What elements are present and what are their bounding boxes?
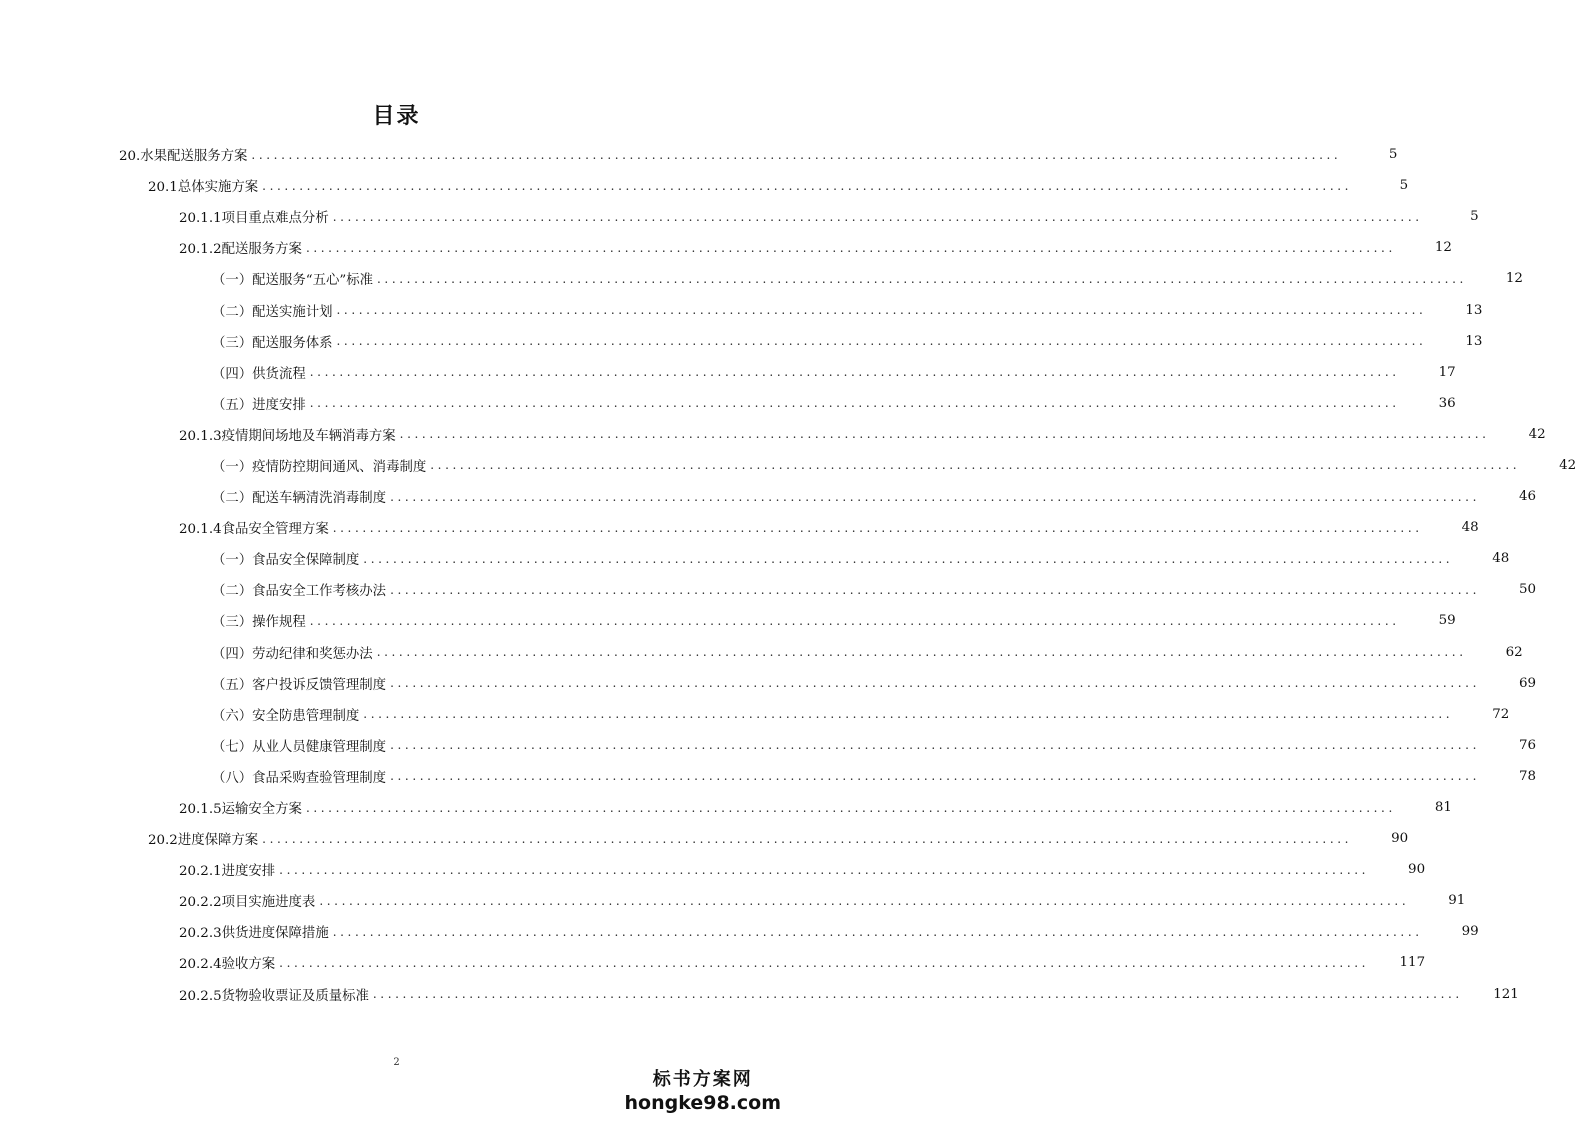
toc-page-number: 42 <box>1528 426 1546 442</box>
toc-page-number: 91 <box>1448 893 1466 909</box>
toc-entry[interactable] <box>0 232 1452 263</box>
toc-page-number: 121 <box>1493 986 1519 1002</box>
toc-leader: ................................................................................................................................................... <box>377 271 1467 286</box>
toc-entry[interactable] <box>0 699 1510 730</box>
toc-entry[interactable] <box>0 201 1479 232</box>
toc-page-number: 50 <box>1518 582 1537 598</box>
toc-page-number: 36 <box>1438 395 1456 411</box>
toc-leader: ................................................................................................................................................... <box>309 396 1400 411</box>
toc-entry[interactable] <box>0 388 1456 419</box>
toc-leader: ................................................................................................................................................... <box>336 334 1427 349</box>
toc-entry[interactable] <box>0 761 1537 792</box>
toc-entry[interactable] <box>0 294 1483 325</box>
toc-page-number: 13 <box>1465 302 1483 318</box>
toc-leader: ................................................................................................................................................... <box>251 147 1342 162</box>
toc-entry-text: （二）食品安全工作考核办法 <box>212 584 387 600</box>
toc-entry[interactable] <box>0 326 1483 357</box>
toc-entry[interactable] <box>0 357 1456 388</box>
toc-page-number: 72 <box>1492 706 1510 722</box>
toc-entry[interactable] <box>0 979 1519 1010</box>
toc-page-number: 59 <box>1438 613 1456 629</box>
toc-entry[interactable] <box>0 139 1398 170</box>
toc-entry[interactable] <box>0 668 1537 699</box>
toc-page-number: 78 <box>1518 768 1537 784</box>
toc-page-number: 90 <box>1391 831 1409 847</box>
toc-entry-text: （五）进度安排 <box>212 397 306 413</box>
page-title: 目录 <box>372 104 421 129</box>
toc-page-number: 42 <box>1559 457 1576 473</box>
toc-page-number: 12 <box>1505 271 1523 287</box>
toc-page-number: 48 <box>1492 551 1510 567</box>
toc-leader: ................................................................................................................................................... <box>262 831 1353 846</box>
toc-entry-text: （三）操作规程 <box>212 615 306 631</box>
toc-entry[interactable] <box>0 419 1546 450</box>
toc-leader: ................................................................................................................................................... <box>309 613 1400 628</box>
toc-page-number: 5 <box>1470 209 1479 225</box>
toc-page-number: 46 <box>1518 489 1537 505</box>
toc-entry-text: 20.2.4验收方案 <box>179 957 276 973</box>
toc-entry-text: 20.2进度保障方案 <box>148 833 259 849</box>
toc-entry[interactable] <box>0 730 1537 761</box>
toc-entry[interactable] <box>0 543 1510 574</box>
toc-leader: ................................................................................................................................................... <box>279 862 1370 877</box>
toc-page-number: 17 <box>1438 364 1456 380</box>
toc-entry[interactable] <box>0 885 1466 916</box>
toc-entry[interactable] <box>0 947 1426 978</box>
toc-leader: ................................................................................................................................................... <box>372 987 1463 1002</box>
toc-leader: ................................................................................................................................................... <box>309 365 1400 380</box>
toc-leader: ................................................................................................................................................... <box>332 924 1423 939</box>
toc-entry-text: （四）劳动纪律和奖惩办法 <box>212 646 373 662</box>
toc-entry[interactable] <box>0 637 1523 668</box>
toc-leader: ................................................................................................................................................... <box>363 551 1454 566</box>
toc-entry-text: 20.2.2项目实施进度表 <box>179 895 316 911</box>
toc-page-number: 62 <box>1505 644 1523 660</box>
toc-entry[interactable] <box>0 574 1537 605</box>
toc-leader: ................................................................................................................................................... <box>332 520 1423 535</box>
toc-entry-text: （一）疫情防控期间通风、消毒制度 <box>212 459 427 475</box>
toc-leader: ................................................................................................................................................... <box>390 582 1481 597</box>
toc-entry-text: （七）从业人员健康管理制度 <box>212 739 387 755</box>
toc-entry[interactable] <box>0 512 1479 543</box>
toc-entry-text: （一）配送服务“五心”标准 <box>212 273 373 289</box>
toc-entry[interactable] <box>0 450 1576 481</box>
toc-leader: ................................................................................................................................................... <box>279 955 1370 970</box>
toc-leader: ................................................................................................................................................... <box>305 800 1396 815</box>
toc-entry-text: 20.1.2配送服务方案 <box>179 242 302 258</box>
toc-entry-text: （六）安全防患管理制度 <box>212 708 360 724</box>
toc-page-number: 99 <box>1461 924 1479 940</box>
toc-entry-text: 20.水果配送服务方案 <box>119 149 248 165</box>
toc-entry[interactable] <box>0 792 1452 823</box>
toc-leader: ................................................................................................................................................... <box>390 489 1481 504</box>
toc-entry-text: 20.1.5运输安全方案 <box>179 802 302 818</box>
toc-entry-text: 20.2.5货物验收票证及质量标准 <box>179 988 369 1004</box>
toc-leader: ................................................................................................................................................... <box>376 645 1467 660</box>
toc-leader: ................................................................................................................................................... <box>430 458 1521 473</box>
toc-leader: ................................................................................................................................................... <box>390 676 1481 691</box>
toc-page-number: 76 <box>1518 737 1537 753</box>
page-number: 2 <box>393 1057 400 1068</box>
toc-leader: ................................................................................................................................................... <box>305 240 1396 255</box>
toc-leader: ................................................................................................................................................... <box>390 738 1481 753</box>
toc-leader: ................................................................................................................................................... <box>336 303 1427 318</box>
watermark-name: 标书方案网 <box>652 1069 753 1090</box>
toc-entry[interactable] <box>0 263 1523 294</box>
toc-page-number: 117 <box>1399 955 1426 971</box>
toc-entry-text: （五）客户投诉反馈管理制度 <box>212 677 387 693</box>
toc-entry-text: 20.1.1项目重点难点分析 <box>179 211 329 227</box>
toc-entry-text: （二）配送车辆清洗消毒制度 <box>212 491 387 507</box>
toc-entry-text: 20.1.3疫情期间场地及车辆消毒方案 <box>179 428 396 444</box>
toc-entry-text: 20.2.1进度安排 <box>179 864 276 880</box>
toc-entry-text: 20.1.4食品安全管理方案 <box>179 522 329 538</box>
toc-entry[interactable] <box>0 481 1537 512</box>
toc-page-number: 5 <box>1399 178 1409 194</box>
toc-page-number: 81 <box>1434 800 1452 816</box>
toc-page-number: 90 <box>1408 862 1426 878</box>
toc-entry-text: （一）食品安全保障制度 <box>212 553 360 569</box>
toc-page-number: 5 <box>1388 147 1398 163</box>
toc-leader: ................................................................................................................................................... <box>363 707 1454 722</box>
toc-page-number: 69 <box>1518 675 1537 691</box>
toc-entry-text: （二）配送实施计划 <box>212 304 333 320</box>
toc-entry-text: （八）食品采购查验管理制度 <box>212 770 387 786</box>
toc-leader: ................................................................................................................................................... <box>399 427 1490 442</box>
table-of-contents <box>0 139 1576 1010</box>
toc-page-number: 48 <box>1461 520 1479 536</box>
toc-page-number: 12 <box>1434 240 1452 256</box>
toc-entry-text: （三）配送服务体系 <box>212 335 333 351</box>
toc-leader: ................................................................................................................................................... <box>332 209 1423 224</box>
watermark-logo <box>625 1068 782 1114</box>
toc-leader: ................................................................................................................................................... <box>319 893 1410 908</box>
toc-leader: ................................................................................................................................................... <box>262 178 1353 193</box>
toc-entry[interactable] <box>0 854 1426 885</box>
toc-entry[interactable] <box>0 170 1409 201</box>
toc-page-number: 13 <box>1465 333 1483 349</box>
toc-entry[interactable] <box>0 916 1479 947</box>
toc-entry[interactable] <box>0 605 1456 636</box>
toc-leader: ................................................................................................................................................... <box>390 769 1481 784</box>
toc-entry-text: （四）供货流程 <box>212 366 306 382</box>
watermark-url: hongke98.com <box>624 1092 781 1114</box>
toc-entry-text: 20.2.3供货进度保障措施 <box>179 926 329 942</box>
toc-entry-text: 20.1总体实施方案 <box>148 180 259 196</box>
toc-entry[interactable] <box>0 823 1409 854</box>
